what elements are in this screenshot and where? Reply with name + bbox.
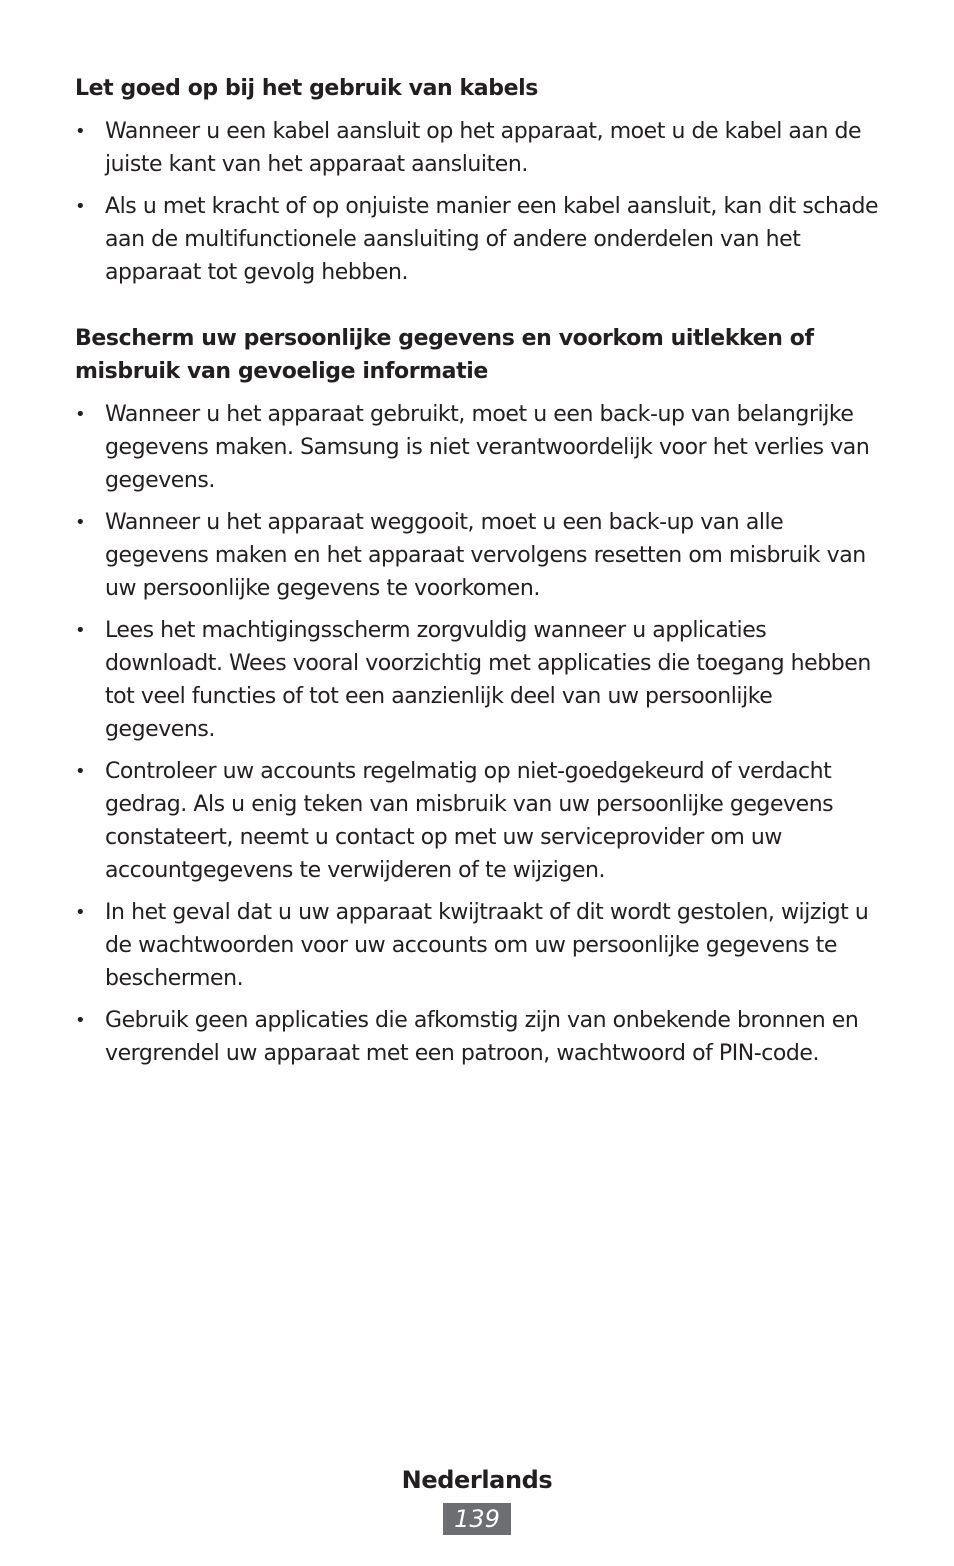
bullet-icon: • xyxy=(75,902,86,923)
list-item xyxy=(75,398,887,497)
list-item xyxy=(75,115,887,181)
list-item-text: Wanneer u een kabel aansluit op het apparaat, moet u de kabel aan de juiste kant van het apparaat aansluiten. xyxy=(105,119,862,177)
bullet-list-privacy xyxy=(75,398,887,1070)
document-page xyxy=(75,72,887,1079)
section-spacer xyxy=(75,298,887,322)
bullet-icon: • xyxy=(75,620,86,641)
section-heading-cables: Let goed op bij het gebruik van kabels xyxy=(75,76,538,101)
bullet-icon: • xyxy=(75,761,86,782)
list-item xyxy=(75,190,887,289)
list-item xyxy=(75,896,887,995)
bullet-icon: • xyxy=(75,404,86,425)
list-item-text: Gebruik geen applicaties die afkomstig zijn van onbekende bronnen en vergrendel uw apparaat met een patroon, wachtwoord of PIN-code. xyxy=(105,1008,859,1066)
page-number-badge: 139 xyxy=(443,1503,511,1535)
section-cables xyxy=(75,72,887,289)
list-item xyxy=(75,506,887,605)
list-item-text: Controleer uw accounts regelmatig op niet-goedgekeurd of verdacht gedrag. Als u enig teken van misbruik van uw persoonlijke gegevens constateert, neemt u contact op met uw serviceprovider om uw accountgegevens te verwijderen of te wijzigen. xyxy=(105,759,834,883)
section-heading-privacy: Bescherm uw persoonlijke gegevens en voorkom uitlekken of misbruik van gevoelige informatie xyxy=(75,326,814,384)
bullet-list-cables xyxy=(75,115,887,289)
list-item-text: Wanneer u het apparaat weggooit, moet u een back-up van alle gegevens maken en het apparaat vervolgens resetten om misbruik van uw persoonlijke gegevens te voorkomen. xyxy=(105,510,866,601)
list-item-text: In het geval dat u uw apparaat kwijtraakt of dit wordt gestolen, wijzigt u de wachtwoorden voor uw accounts om uw persoonlijke gegevens te beschermen. xyxy=(105,900,869,991)
list-item-text: Lees het machtigingsscherm zorgvuldig wanneer u applicaties downloadt. Wees vooral voorzichtig met applicaties die toegang hebben tot veel functies of tot een aanzienlijk deel van uw persoonlijke gegevens. xyxy=(105,618,871,742)
bullet-icon: • xyxy=(75,512,86,533)
list-item-text: Als u met kracht of op onjuiste manier een kabel aansluit, kan dit schade aan de multifunctionele aansluiting of andere onderdelen van het apparaat tot gevolg hebben. xyxy=(105,194,879,285)
footer-language-label: Nederlands xyxy=(401,1466,553,1494)
list-item xyxy=(75,755,887,887)
list-item-text: Wanneer u het apparaat gebruikt, moet u een back-up van belangrijke gegevens maken. Samsung is niet verantwoordelijk voor het verlies van gegevens. xyxy=(105,402,870,493)
list-item xyxy=(75,1004,887,1070)
bullet-icon: • xyxy=(75,121,86,142)
list-item xyxy=(75,614,887,746)
bullet-icon: • xyxy=(75,1010,86,1031)
section-privacy xyxy=(75,322,887,1070)
bullet-icon: • xyxy=(75,196,86,217)
